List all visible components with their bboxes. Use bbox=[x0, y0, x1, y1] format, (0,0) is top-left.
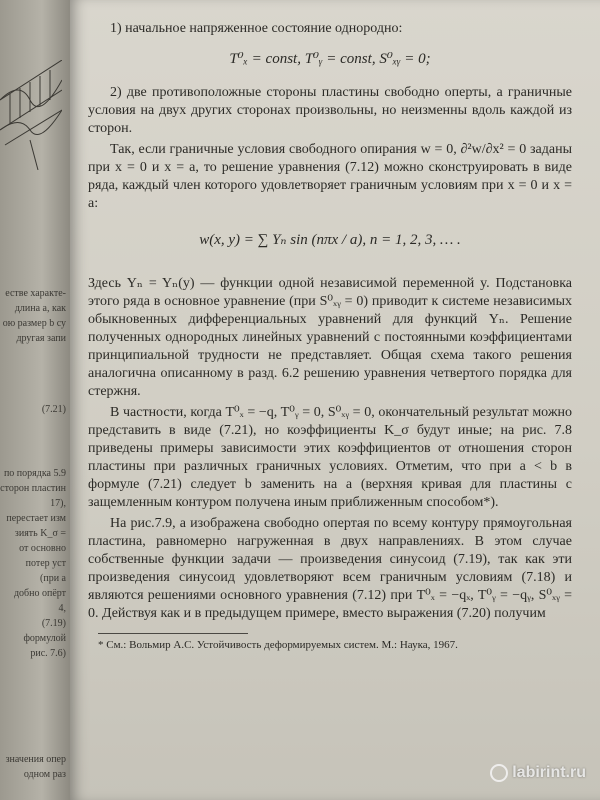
list-item-2: 2) две противоположные стороны пластины свободно оперты, а граничные условия на двух других сторонах произвольны, но неизменны вдоль каждой из сторон. bbox=[88, 85, 572, 136]
formula-series: w(x, y) = ∑ Yₙ sin (nπx / a), n = 1, 2, 3, … . bbox=[199, 232, 461, 248]
book-page bbox=[70, 0, 600, 800]
paragraph-boundary-conditions: Так, если граничные условия свободного опирания w = 0, ∂²w/∂x² = 0 заданы при x = 0 и x = a, то решение уравнения (7.12) можно сконструировать в виде ряда, каждый член которого удовлетворяет граничным условиям при x = 0 и x = a: bbox=[88, 142, 572, 211]
previous-page-text-mid: по порядка 5.9 сторон пластин 17), перестает изм зиять K_σ = от основно потер уст (при a добно опёрт 4, (7.19) формулой рис. 7.6) bbox=[0, 468, 66, 659]
watermark-logo-icon bbox=[490, 764, 508, 782]
list-item-1: 1) начальное напряженное состояние однородно: bbox=[110, 21, 403, 36]
footnote-divider bbox=[98, 633, 248, 634]
paragraph-special-case: В частности, когда T⁰ₓ = −q, T⁰ᵧ = 0, S⁰ₓᵧ = 0, окончательный результат можно представить в виде (7.21), но коэффициенты K_σ будут иные; на рис. 7.8 приведены примеры зависимости этих коэффициентов от отношения сторон пластины при различных граничных условиях. Отметим, что при a < b в формуле (7.21) следует b заменить на a (верхняя кривая для пластины с защемленным контуром получена иным приближенным способом*). bbox=[88, 405, 572, 510]
previous-page-text-bottom: значения опер одном раз bbox=[5, 754, 66, 780]
footnote: * См.: Вольмир А.С. Устойчивость деформируемых систем. М.: Наука, 1967. bbox=[98, 639, 458, 651]
formula-stress-state: T⁰ₓ = const, T⁰ᵧ = const, S⁰ₓᵧ = 0; bbox=[229, 51, 431, 67]
previous-page-figure bbox=[0, 60, 62, 170]
previous-page-text-top: естве характе- длина a, как ою размер b су другая запи bbox=[2, 288, 66, 344]
watermark bbox=[490, 764, 586, 782]
paragraph-figure-7-9: На рис.7.9, a изображена свободно опертая по всему контуру прямоугольная пластина, равномерно нагруженная в двух направлениях. В этом случае собственные функции задачи — произведения синусоид (7.19), так как эти произведения синусоид удовлетворяют всем граничным условиям (7.18) и являются решениями основного уравнения (7.12) при T⁰ₓ = −qₓ, T⁰ᵧ = −qᵧ, S⁰ₓᵧ = 0. Действуя как и в предыдущем примере, вместо выражения (7.20) получим bbox=[88, 516, 572, 621]
watermark-text: labirint.ru bbox=[512, 764, 586, 781]
page-content bbox=[70, 0, 600, 652]
previous-page-eq-number: (7.21) bbox=[41, 404, 66, 415]
previous-page-strip bbox=[0, 0, 70, 800]
paragraph-functions-yn: Здесь Yₙ = Yₙ(y) — функции одной независимой переменной y. Подстановка этого ряда в основное уравнение (при S⁰ₓᵧ = 0) приводит к системе независимых обыкновенных дифференциальных уравнений для функций Yₙ. Решение полученных однородных линейных уравнений с постоянными коэффициентами принципиальной трудности не представляет. Общая схема такого решения аналогична описанному в разд. 6.2 решению уравнения четвертого порядка для стержня. bbox=[88, 276, 572, 399]
